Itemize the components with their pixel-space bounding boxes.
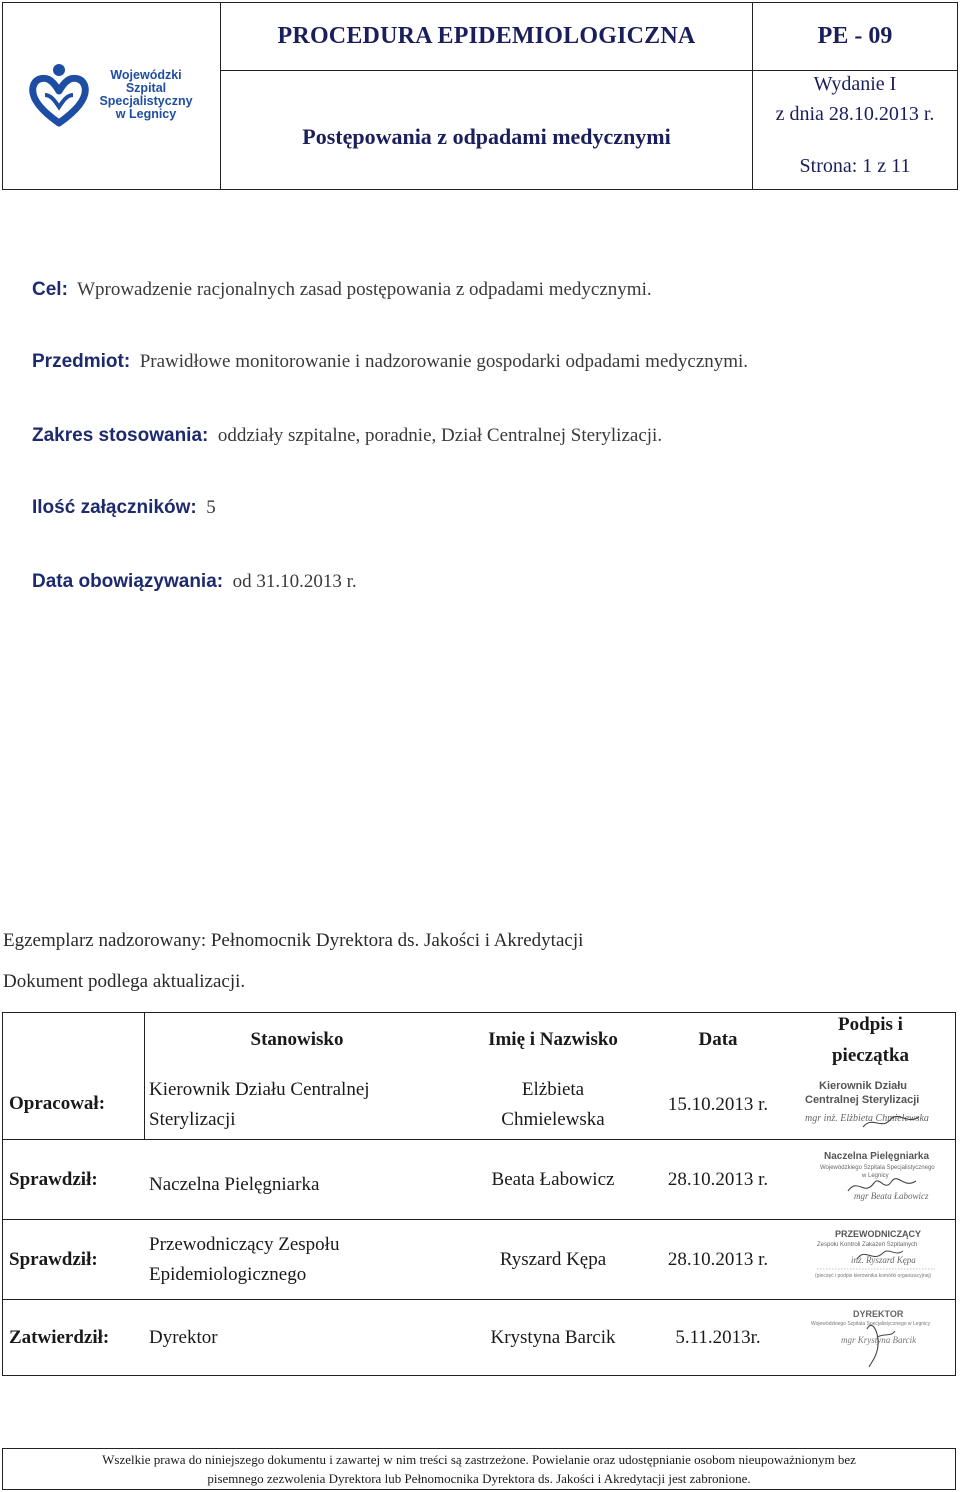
row-name-line-2: Chmielewska <box>501 1109 605 1130</box>
approval-table <box>2 1012 956 1376</box>
signature-stamp <box>811 1307 941 1369</box>
procedure-title: PROCEDURA EPIDEMIOLOGICZNA <box>277 23 696 49</box>
header-name: Imię i Nazwisko <box>488 1029 618 1050</box>
stamp-text: Naczelna Pielęgniarka <box>824 1151 930 1162</box>
stamp-text: mgr Beata Łabowicz <box>854 1191 929 1201</box>
signature-stamp-icon <box>811 1227 941 1291</box>
column-divider <box>144 1013 145 1140</box>
row-date: 28.10.2013 r. <box>667 1248 769 1270</box>
field-scope-value: oddziały szpitalne, poradnie, Dział Centralnej Sterylizacji. <box>217 425 663 446</box>
document-header <box>2 2 958 190</box>
controlled-copy-note: Egzemplarz nadzorowany: Pełnomocnik Dyrektora ds. Jakości i Akredytacji <box>3 930 584 951</box>
edition-cell <box>753 71 957 189</box>
procedure-subtitle: Postępowania z odpadami medycznymi <box>302 124 671 149</box>
stamp-text: PRZEWODNICZĄCY <box>835 1229 921 1239</box>
row-name: Ryszard Kępa <box>499 1248 607 1270</box>
stamp-text: Wojewódzkiego Szpitala Specjalistycznego w Legnicy <box>811 1321 931 1327</box>
row-position-line-2: Epidemiologicznego <box>149 1264 307 1285</box>
header-position: Stanowisko <box>250 1029 344 1050</box>
procedure-code: PE - 09 <box>817 23 893 49</box>
row-date: 15.10.2013 r. <box>667 1094 769 1115</box>
header-date <box>658 1013 778 1067</box>
row-position-line-1: Przewodniczący Zespołu <box>149 1234 340 1255</box>
code-cell <box>753 3 957 71</box>
row-position: Naczelna Pielęgniarka <box>149 1174 320 1195</box>
logo-cell <box>3 3 221 189</box>
edition-label: Wydanie I <box>813 73 897 95</box>
edition-date: z dnia 28.10.2013 r. <box>775 103 935 125</box>
row-position <box>149 1225 449 1295</box>
logo-line-2: Szpital <box>125 81 167 95</box>
row-position-line-1: Kierownik Działu Centralnej <box>149 1079 370 1100</box>
copyright-footer <box>2 1448 956 1490</box>
logo-line-3: Specjalistyczny <box>99 94 193 108</box>
row-role: Sprawdził: <box>9 1168 98 1190</box>
field-effective-date <box>32 571 357 593</box>
field-effective-date-value: od 31.10.2013 r. <box>232 571 357 592</box>
stamp-text: DYREKTOR <box>853 1309 904 1319</box>
stamp-text: inż. Ryszard Kępa <box>851 1255 916 1265</box>
page-number: Strona: 1 z 11 <box>799 155 911 177</box>
field-scope <box>32 425 662 447</box>
row-name: Beata Łabowicz <box>491 1168 615 1190</box>
row-position: Dyrektor <box>149 1326 218 1348</box>
hospital-logo <box>29 61 209 131</box>
row-name: Krystyna Barcik <box>490 1326 616 1348</box>
update-note: Dokument podlega aktualizacji. <box>3 971 246 992</box>
stamp-text: mgr inż. Elżbieta Chmielewska <box>805 1113 929 1124</box>
signature-stamp <box>811 1227 941 1291</box>
signature-stamp <box>803 1075 943 1135</box>
field-attachments <box>32 497 216 519</box>
title-cell <box>221 3 753 71</box>
field-scope-label: Zakres stosowania: <box>32 425 209 446</box>
stamp-text: Kierownik Działu <box>819 1080 908 1092</box>
row-name <box>453 1073 653 1137</box>
stamp-text: mgr Krystyna Barcik <box>841 1335 917 1345</box>
signature-stamp-icon <box>811 1307 941 1369</box>
footer-line-2: pisemnego zezwolenia Dyrektora lub Pełnomocnika Dyrektora ds. Jakości i Akredytacji jest zabronione. <box>207 1471 751 1486</box>
header-date-text: Data <box>698 1029 738 1050</box>
field-subject <box>32 351 748 373</box>
header-signature-line-2: pieczątka <box>831 1045 910 1066</box>
row-role: Sprawdził: <box>9 1248 98 1270</box>
field-effective-date-label: Data obowiązywania: <box>32 571 224 592</box>
field-attachments-label: Ilość załączników: <box>32 497 197 518</box>
row-position <box>149 1073 449 1137</box>
signature-stamp-icon <box>818 1147 938 1211</box>
field-subject-value: Prawidłowe monitorowanie i nadzorowanie gospodarki odpadami medycznymi. <box>139 351 749 372</box>
row-date: 28.10.2013 r. <box>667 1168 769 1190</box>
row-role: Zatwierdził: <box>9 1326 110 1348</box>
stamp-text: Zespołu Kontroli Zakażeń Szpitalnych <box>817 1242 918 1248</box>
logo-wordmark <box>83 69 209 121</box>
stamp-text: Centralnej Sterylizacji <box>805 1094 920 1106</box>
field-attachments-value: 5 <box>206 497 216 518</box>
stamp-text: w Legnicy <box>862 1173 889 1179</box>
field-goal <box>32 279 652 301</box>
header-signature-line-1: Podpis i <box>838 1014 903 1035</box>
row-name-line-1: Elżbieta <box>521 1079 585 1100</box>
signature-stamp <box>818 1147 938 1211</box>
heart-logo-icon <box>29 61 89 131</box>
footer-line-1: Wszelkie prawa do niniejszego dokumentu i zawartej w nim treści są zastrzeżone. Powielanie oraz udostępnianie osobom nieupoważnionym bez <box>102 1452 856 1467</box>
row-date: 5.11.2013r. <box>675 1326 761 1348</box>
stamp-text: Wojewódzkiego Szpitala Specjalistycznego <box>820 1165 935 1171</box>
logo-line-1: Wojewódzki <box>110 68 182 82</box>
field-subject-label: Przedmiot: <box>32 351 131 372</box>
field-goal-label: Cel: <box>32 279 68 300</box>
subtitle-cell <box>221 71 753 189</box>
header-signature <box>788 1013 953 1067</box>
row-role: Opracował: <box>9 1093 106 1114</box>
row-position-line-2: Sterylizacji <box>149 1109 236 1130</box>
stamp-text: (pieczęć i podpis kierownika komórki organizacyjnej) <box>815 1273 932 1279</box>
signature-stamp-icon <box>803 1075 943 1135</box>
logo-line-4: w Legnicy <box>115 107 177 121</box>
field-goal-value: Wprowadzenie racjonalnych zasad postępowania z odpadami medycznymi. <box>77 279 652 300</box>
